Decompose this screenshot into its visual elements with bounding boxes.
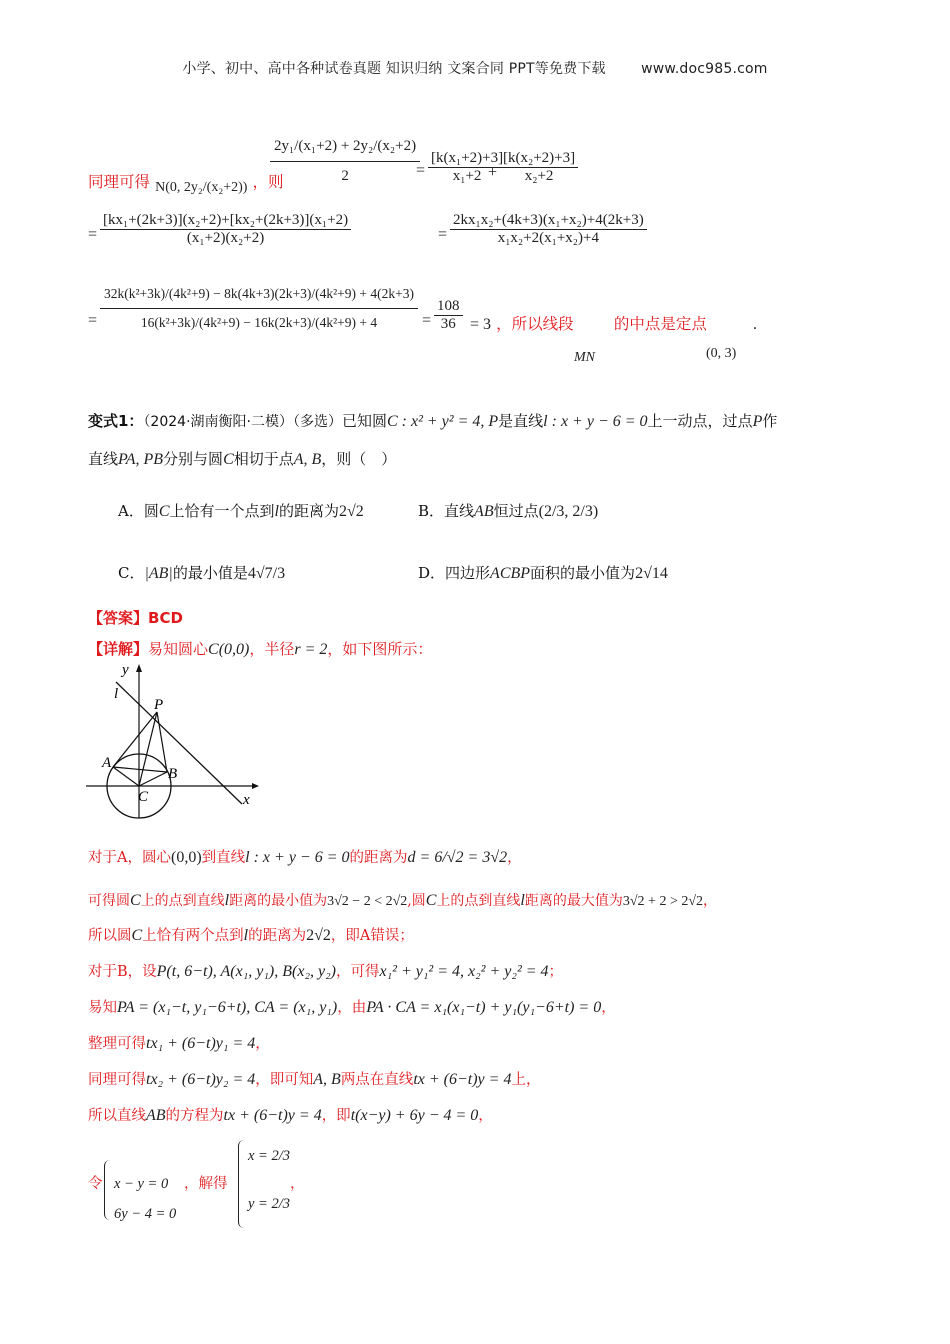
- label-A: A: [102, 755, 112, 771]
- detail-B-line5: [88, 1104, 493, 1125]
- segment-MN: MN: [574, 350, 595, 365]
- B5-eq2: t(x−y) + 6y − 4 = 0: [350, 1107, 479, 1124]
- label-y: y: [122, 662, 129, 678]
- B2-b: ，由: [337, 1000, 367, 1016]
- eq1-equals: =: [416, 162, 426, 179]
- option-D-text2: 面积的最小值为: [530, 564, 636, 582]
- solution-x: x = 2/3: [248, 1148, 290, 1164]
- label-C: C: [138, 789, 149, 805]
- system-brace: [104, 1160, 111, 1220]
- eq2-equals-2: =: [438, 226, 448, 243]
- B4-b: ，即可知: [255, 1072, 314, 1088]
- A2-min: 3√2 − 2 < 2√2: [327, 894, 408, 909]
- A2-C2: C: [425, 892, 437, 909]
- eq1-plus: +: [488, 164, 498, 181]
- B4-line: tx + (6−t)y = 4: [413, 1071, 512, 1088]
- detail-B-line2: [88, 996, 616, 1017]
- A2-max: 3√2 + 2 > 2√2: [622, 894, 704, 909]
- B2-a: 易知: [88, 1000, 117, 1016]
- A2-b: 上的点到直线: [140, 893, 225, 909]
- B3-eq: tx₁ + (6−t)y₁ = 4: [146, 1035, 256, 1052]
- geometry-figure: [84, 660, 264, 820]
- detail-intro-3: ，如下图所示：: [327, 640, 433, 658]
- label-l: l: [114, 686, 119, 702]
- option-A-label: A．: [118, 502, 144, 520]
- detail-radius: r = 2: [294, 641, 328, 658]
- detail-label: 【详解】: [88, 640, 149, 658]
- A2-l: l: [224, 892, 230, 909]
- solution-top-line1: [88, 136, 284, 195]
- B1-a: 对于B，设: [88, 964, 157, 980]
- question-line2: [88, 448, 396, 469]
- solution-lead: 同理可得: [88, 173, 151, 191]
- label-B: B: [168, 766, 178, 782]
- label-x: x: [243, 792, 250, 808]
- eq2-lhs-fraction: [100, 212, 351, 247]
- option-A-l: l: [274, 503, 279, 520]
- header-text: 小学、初中、高中各种试卷真题 知识归纳 文案合同 PPT等免费下载: [182, 61, 606, 77]
- B5-AB: AB: [146, 1107, 166, 1124]
- fixed-point: (0, 3): [706, 346, 737, 361]
- eq2-equals: =: [88, 226, 98, 243]
- B2-dot: PA · CA = x₁(x₁−t) + y₁(y₁−6+t) = 0: [366, 999, 602, 1016]
- A3-d: ，即A错误；: [330, 928, 414, 944]
- point-P: P: [752, 413, 763, 430]
- B5-end: ，: [478, 1108, 493, 1124]
- B4-a: 同理可得: [88, 1072, 146, 1088]
- eq3-result: = 3: [470, 316, 492, 333]
- option-D-quad: ACBP: [490, 565, 531, 582]
- A1-b: 到直线: [201, 850, 246, 866]
- A1-center: (0,0): [170, 849, 202, 866]
- A2-c: 距离的最小值为: [229, 893, 328, 909]
- option-B-text1: 直线: [444, 502, 475, 520]
- detail-A-line2: [88, 890, 717, 910]
- eq2-rhs-den: x₁x₂+2(x₁+x₂)+4: [497, 230, 599, 246]
- B5-a: 所以直线: [88, 1108, 146, 1124]
- eq1-lhs-num: 2y₁/(x₁+2) + 2y₂/(x₂+2): [270, 132, 420, 162]
- option-C-label: C．: [118, 564, 145, 582]
- option-C-AB: |AB|: [144, 565, 173, 582]
- A1-c: 的距离为: [349, 850, 408, 866]
- option-C[interactable]: [118, 562, 285, 583]
- eq1-lhs-den: 2: [341, 168, 349, 184]
- conclusion-period: .: [753, 316, 758, 333]
- stem-8: ，则（ ）: [321, 450, 397, 468]
- detail-A-line1: [88, 846, 522, 867]
- option-D-value: 2√14: [635, 565, 668, 582]
- option-A-text1: 圆: [143, 502, 159, 520]
- eq2-rhs-num: 2kx₁x₂+(4k+3)(x₁+x₂)+4(2k+3): [450, 212, 647, 230]
- B1-points: P(t, 6−t), A(x₁, y₁), B(x₂, y₂): [156, 963, 336, 980]
- A2-a: 可得圆: [88, 893, 130, 909]
- A2-C: C: [130, 892, 141, 909]
- A3-c: 的距离为: [248, 928, 307, 944]
- A2-e: 上的点到直线: [436, 893, 521, 909]
- detail-B-line4: [88, 1068, 540, 1089]
- segment-CA: [113, 767, 139, 786]
- eq1-rhs-a-num: [k(x₁+2)+3]: [428, 150, 506, 168]
- eq3-equals-2: =: [422, 312, 432, 329]
- B1-eq: x₁² + y₁² = 4, x₂² + y₂² = 4: [379, 963, 549, 980]
- A3-b: 上恰有两个点到: [142, 928, 244, 944]
- segment-CB: [139, 772, 167, 786]
- option-C-text: 的最小值是: [172, 564, 248, 582]
- B1-b: ，可得: [336, 964, 380, 980]
- stem-3: 上一动点，过点: [647, 412, 753, 430]
- A3-a: 所以圆: [88, 928, 132, 944]
- line-l: l : x + y − 6 = 0: [543, 413, 648, 430]
- B4-eq: tx₂ + (6−t)y₂ = 4: [146, 1071, 256, 1088]
- detail-B-line3: [88, 1032, 270, 1053]
- eq3-equals: =: [88, 312, 98, 329]
- detail-intro-1: 易知圆心: [148, 640, 209, 658]
- eq1-lhs-fraction: [270, 132, 420, 185]
- B5-eq: tx + (6−t)y = 4: [223, 1107, 322, 1124]
- system-eq2: 6y − 4 = 0: [114, 1206, 177, 1222]
- segment-AB: [113, 767, 167, 772]
- question-label: 变式1：: [88, 412, 144, 430]
- B2-vectors: PA = (x₁−t, y₁−6+t), CA = (x₁, y₁): [117, 999, 338, 1016]
- option-A-value: 2√2: [339, 503, 364, 520]
- eq1-rhs-b-fraction: [500, 150, 578, 185]
- stem-1: 已知圆: [341, 412, 387, 430]
- stem-2: 是直线: [498, 412, 544, 430]
- A2-l2: l: [520, 892, 525, 909]
- answer-label: 【答案】: [88, 609, 149, 627]
- A2-end: ，: [703, 893, 718, 909]
- circle-C-ref: C: [223, 451, 234, 468]
- option-B[interactable]: [418, 500, 598, 521]
- points-AB: A, B: [293, 451, 322, 468]
- option-D-text1: 四边形: [445, 564, 491, 582]
- page-header: [0, 58, 950, 78]
- option-C-value: 4√7/3: [247, 565, 286, 582]
- option-D-label: D．: [418, 564, 446, 582]
- circle-C: C : x² + y² = 4, P: [386, 413, 499, 430]
- B2-end: ，: [601, 1000, 616, 1016]
- detail-B-line1: [88, 960, 563, 981]
- B3-a: 整理可得: [88, 1036, 146, 1052]
- eq3-value-num: 108: [434, 298, 463, 316]
- eq1-rhs-b-num: [k(x₂+2)+3]: [500, 150, 578, 168]
- question-type: （多选）: [292, 414, 342, 430]
- A1-end: ，: [507, 850, 522, 866]
- B3-end: ，: [255, 1036, 270, 1052]
- A1-line: l : x + y − 6 = 0: [245, 849, 350, 866]
- B4-c: 两点在直线: [340, 1072, 414, 1088]
- eq2-rhs-fraction: [450, 212, 647, 247]
- header-site-link[interactable]: www.doc985.com: [641, 61, 768, 77]
- eq3-value-fraction: [434, 298, 463, 333]
- answer-value: BCD: [148, 609, 183, 627]
- eq2-num: [kx₁+(2k+3)](x₂+2)+[kx₂+(2k+3)](x₁+2): [100, 212, 351, 230]
- detail-B6-solve: ，解得: [184, 1176, 228, 1192]
- option-A[interactable]: [118, 500, 364, 521]
- stem-6: 分别与圆: [163, 450, 224, 468]
- A3-l: l: [243, 927, 249, 944]
- B4-AB: A, B: [313, 1071, 341, 1088]
- detail-center: C(0,0): [208, 641, 250, 658]
- eq1-rhs-b-den: x₂+2: [524, 168, 554, 184]
- label-P: P: [154, 697, 164, 713]
- option-A-text3: 的距离为: [279, 502, 340, 520]
- question-source: （2024·湖南衡阳·二模）: [143, 414, 293, 430]
- A1-distance: d = 6/√2 = 3√2: [407, 849, 508, 866]
- PA-PB: PA, PB: [118, 451, 164, 468]
- system-eq1: x − y = 0: [114, 1176, 169, 1192]
- stem-5: 直线: [88, 450, 119, 468]
- point-N: N(0, 2y₂/(x₂+2)): [155, 180, 248, 195]
- solution-then: ，则: [252, 173, 284, 191]
- eq1-rhs-a-den: x₁+2: [452, 168, 482, 184]
- solution-y: y = 2/3: [248, 1196, 290, 1212]
- stem-7: 相切于点: [233, 450, 294, 468]
- stem-4: 作: [762, 412, 778, 430]
- solution-brace: [238, 1140, 245, 1228]
- answer-line: [88, 607, 183, 628]
- detail-intro: [88, 638, 432, 659]
- y-axis-arrow: [136, 664, 142, 672]
- A2-d: ,圆: [407, 893, 426, 909]
- detail-B6-end: ，: [290, 1176, 305, 1192]
- question-line1: [88, 410, 777, 431]
- eq2-den: (x₁+2)(x₂+2): [186, 230, 265, 246]
- detail-A-line3: [88, 924, 414, 945]
- detail-intro-2: ，半径: [249, 640, 295, 658]
- option-B-point: (2/3, 2/3): [538, 503, 599, 520]
- A3-C: C: [131, 927, 143, 944]
- x-axis-arrow: [252, 783, 259, 789]
- conclusion-a: ，所以线段: [496, 315, 574, 333]
- B5-c: ，即: [321, 1108, 351, 1124]
- B1-end: ；: [548, 964, 564, 980]
- option-B-text2: 恒过点: [493, 502, 539, 520]
- eq3-num: 32k(k²+3k)/(4k²+9) − 8k(4k+3)(2k+3)/(4k²+9) + 4(2k+3): [100, 282, 418, 309]
- eq3-conclusion: [470, 312, 757, 334]
- A3-value: 2√2: [306, 927, 331, 944]
- option-A-text2: 上恰有一个点到: [169, 502, 275, 520]
- eq3-den: 16(k²+3k)/(4k²+9) − 16k(2k+3)/(4k²+9) + 4: [140, 315, 378, 330]
- detail-B6-let: 令: [88, 1176, 103, 1192]
- option-A-C: C: [158, 503, 170, 520]
- option-B-AB: AB: [474, 503, 494, 520]
- B4-d: 上，: [511, 1072, 541, 1088]
- conclusion-b: 的中点是定点: [613, 315, 707, 333]
- option-D[interactable]: [418, 562, 668, 583]
- A2-f: 距离的最大值为: [524, 893, 623, 909]
- A1-a: 对于A，圆心: [88, 850, 171, 866]
- option-B-label: B．: [418, 502, 445, 520]
- eq3-fraction: [100, 282, 418, 331]
- eq3-value-den: 36: [440, 316, 456, 332]
- B5-b: 的方程为: [165, 1108, 224, 1124]
